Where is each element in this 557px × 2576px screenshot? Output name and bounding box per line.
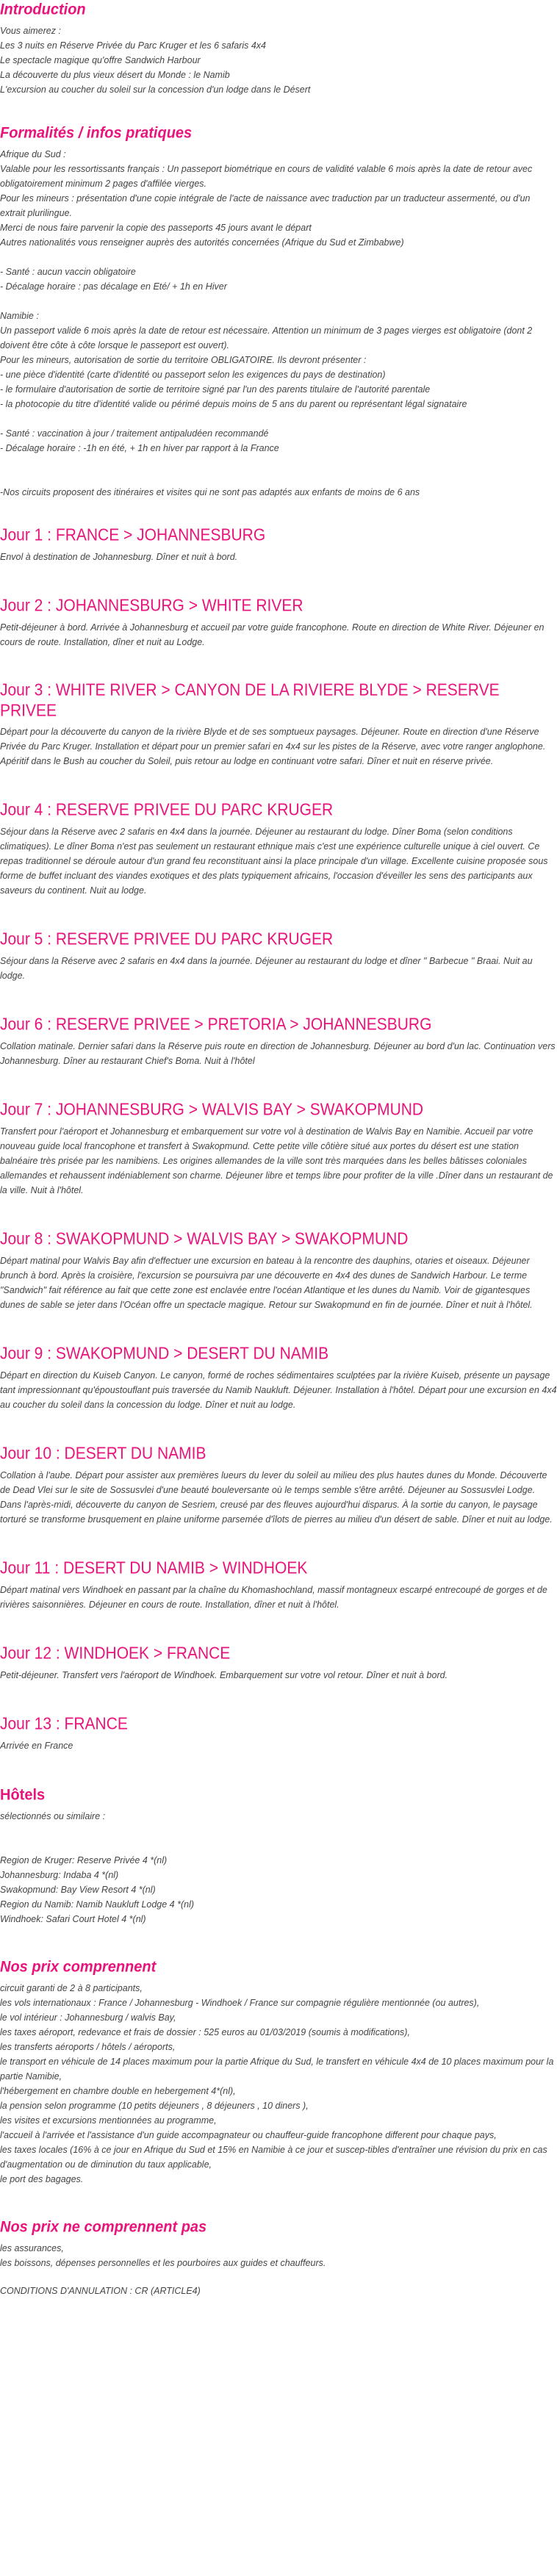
intro-line: Vous aimerez :	[0, 26, 61, 36]
day-section	[0, 597, 557, 650]
prix-line: les taxes aéroport, redevance et frais de dossier : 525 euros au 01/03/2019 (soumis à modifications),	[0, 2027, 410, 2037]
hotels-title: Hôtels	[0, 1786, 46, 1804]
day-title: Jour 3 : WHITE RIVER > CANYON DE LA RIVIERE BLYDE > RESERVE PRIVEE	[0, 681, 500, 720]
day-text: Départ en direction du Kuiseb Canyon. Le canyon, formé de roches sédimentaires sculptées par la rivière Kuiseb, présente un paysage tant impressionnant qu'époustouflant puis traversée du Namib Naukluft. Déjeuner. Installation à l'hôtel. Départ pour une excursion en 4x4 au coucher du soleil dans la concession du lodge. Dîner et nuit au lodge.	[0, 1370, 557, 1410]
day-text: Arrivée en France	[0, 1741, 73, 1751]
formalites-line: Autres nationalités vous renseigner auprès des autorités concernées (Afrique du Sud et Zimbabwe)	[0, 237, 404, 248]
formalites-line: - une pièce d'identité (carte d'identité ou passeport selon les exigences du pays de destination)	[0, 370, 386, 380]
intro-line: Le spectacle magique qu'offre Sandwich Harbour	[0, 55, 201, 65]
formalites-line: Afrique du Sud :	[0, 149, 66, 159]
formalites-line: Merci de nous faire parvenir la copie des passeports 45 jours avant le départ	[0, 223, 312, 233]
prix-line: circuit garanti de 2 à 8 participants,	[0, 1983, 143, 1993]
formalites-line: Un passeport valide 6 mois après la date de retour est nécessaire. Attention un minimum de 3 pages vierges est obligatoire (dont 2 doivent être côte à côte lorsque le passeport est ouvert).	[0, 325, 533, 350]
hotel-line: Region de Kruger: Reserve Privée 4 *(nl)	[0, 1855, 168, 1866]
formalites-line: - Santé : vaccination à jour / traitement antipaludéen recommandé	[0, 428, 269, 439]
day-title: Jour 2 : JOHANNESBURG > WHITE RIVER	[0, 597, 303, 615]
day-text: Séjour dans la Réserve avec 2 safaris en 4x4 dans la journée. Déjeuner au restaurant du lodge et dîner " Barbecue " Braai. Nuit au lodge.	[0, 956, 533, 981]
prix-ne-comprennent-section	[0, 2217, 557, 2298]
prix-line: le vol intérieur : Johannesburg / walvis Bay,	[0, 2012, 176, 2023]
formalites-namibia	[0, 309, 557, 411]
day-text: Petit-déjeuner. Transfert vers l'aéroport de Windhoek. Embarquement sur votre vol retour. Dîner et nuit à bord.	[0, 1670, 448, 1680]
day-title: Jour 9 : SWAKOPMUND > DESERT DU NAMIB	[0, 1345, 329, 1363]
day-section	[0, 801, 557, 898]
day-title: Jour 7 : JOHANNESBURG > WALVIS BAY > SWAKOPMUND	[0, 1101, 424, 1119]
prix-line: les taxes locales (16% à ce jour en Afrique du Sud et 15% en Namibie à ce jour et suscep-tibles d'entraîner une révision du prix en cas d'augmentation ou de diminution du taux applicable,	[0, 2145, 547, 2170]
formalites-line: - Santé : aucun vaccin obligatoire	[0, 267, 136, 277]
prix-exclu-line: les assurances,	[0, 2243, 64, 2253]
day-section	[0, 1230, 557, 1312]
prix-line: les vols internationaux : France / Johannesburg - Windhoek / France sur compagnie régulière mentionnée (ou autres),	[0, 1998, 480, 2008]
day-title: Jour 11 : DESERT DU NAMIB > WINDHOEK	[0, 1559, 308, 1577]
day-section	[0, 1715, 557, 1753]
day-title: Jour 5 : RESERVE PRIVEE DU PARC KRUGER	[0, 930, 334, 949]
intro-line: La découverte du plus vieux désert du Monde : le Namib	[0, 70, 230, 80]
day-section	[0, 1559, 557, 1612]
day-text: Départ matinal vers Windhoek en passant par la chaîne du Khomashochland, massif montagneux escarpé entrecoupé de gorges et de rivières saisonnières. Déjeuner en cours de route. Installation, dîner et nuit à l'hôtel.	[0, 1585, 547, 1610]
hotels-section	[0, 1785, 557, 1926]
day-section	[0, 1345, 557, 1412]
prix-line: les transferts aéroports / hôtels / aéroports,	[0, 2042, 176, 2052]
formalites-south-africa-health	[0, 265, 557, 294]
hotel-line: Johannesburg: Indaba 4 *(nl)	[0, 1870, 119, 1880]
day-text: Petit-déjeuner à bord. Arrivée à Johannesburg et accueil par votre guide francophone. Route en direction de White River. Déjeuner en cours de route. Installation, dîner et nuit au Lodge.	[0, 622, 545, 647]
cancellation-conditions: CONDITIONS D'ANNULATION : CR (ARTICLE4)	[0, 2286, 201, 2296]
formalites-namibia-health	[0, 426, 557, 456]
formalites-line: Namibie :	[0, 311, 39, 321]
formalites-line: - le formulaire d'autorisation de sortie de territoire signé par l'un des parents titulaire de l'autorité parentale	[0, 384, 431, 395]
formalites-line: - Décalage horaire : -1h en été, + 1h en hiver par rapport à la France	[0, 443, 279, 453]
day-section	[0, 930, 557, 983]
prix-ne-comprennent-title: Nos prix ne comprennent pas	[0, 2218, 207, 2236]
formalites-line: - la photocopie du titre d'identité valide ou périmé depuis moins de 5 ans du parent ou représentant légal signataire	[0, 399, 467, 409]
day-text: Collation matinale. Dernier safari dans la Réserve puis route en direction de Johannesburg. Déjeuner au bord d'un lac. Continuation vers Johannesburg. Dîner au restaurant Chief's Boma. Nuit à l'hôtel	[0, 1041, 556, 1066]
hotel-line: Swakopmund: Bay View Resort 4 *(nl)	[0, 1885, 156, 1895]
prix-line: le port des bagages.	[0, 2174, 84, 2184]
day-section	[0, 1444, 557, 1527]
day-text: Départ pour la découverte du canyon de la rivière Blyde et de ses somptueux paysages. Déjeuner. Route en direction d'une Réserve Privée du Parc Kruger. Installation et départ pour un premier safari en 4x4 sur les pistes de la Réserve, avec votre ranger anglophone. Apéritif dans le Bush au coucher du Soleil, puis retour au lodge en continuant votre safari. Dîner et nuit en réserve privée.	[0, 727, 546, 766]
day-section	[0, 1101, 557, 1198]
prix-comprennent-title: Nos prix comprennent	[0, 1958, 157, 1976]
hotel-line: Windhoek: Safari Court Hotel 4 *(nl)	[0, 1914, 146, 1924]
prix-comprennent-section	[0, 1957, 557, 2187]
day-title: Jour 10 : DESERT DU NAMIB	[0, 1444, 206, 1463]
prix-line: l'hébergement en chambre double en hebergement 4*(nl),	[0, 2086, 236, 2096]
formalites-line: Pour les mineurs, autorisation de sortie du territoire OBLIGATOIRE. Ils devront présenter :	[0, 355, 367, 365]
prix-exclu-line: les boissons, dépenses personnelles et les pourboires aux guides et chauffeurs.	[0, 2258, 326, 2268]
introduction-title: Introduction	[0, 1, 86, 18]
intro-line: L'excursion au coucher du soleil sur la concession d'un lodge dans le Désert	[0, 84, 311, 95]
prix-line: les visites et excursions mentionnées au programme,	[0, 2115, 217, 2126]
day-text: Collation à l'aube. Départ pour assister aux premières lueurs du lever du soleil au milieu des plus hautes dunes du Monde. Découverte de Dead Vlei sur le site de Sossusvlei d'une beauté bouleversante où le temps semble s'être arrêté. Déjeuner au Sossusvlei Lodge. Dans l'après-midi, découverte du canyon de Sesriem, creusé par des fleuves aujourd'hui disparus. À la sortie du canyon, le paysage torturé se transforme brusquement en plaine uniforme parsemée d'îlots de pierres au milieu d'un désert de sable. Dîner et nuit au lodge.	[0, 1470, 553, 1525]
day-title: Jour 8 : SWAKOPMUND > WALVIS BAY > SWAKOPMUND	[0, 1230, 409, 1248]
day-section	[0, 1015, 557, 1068]
intro-line: Les 3 nuits en Réserve Privée du Parc Kruger et les 6 safaris 4x4	[0, 40, 266, 51]
introduction-section	[0, 0, 557, 97]
day-section	[0, 682, 557, 769]
day-title: Jour 13 : FRANCE	[0, 1715, 128, 1733]
prix-line: le transport en véhicule de 14 places maximum pour la partie Afrique du Sud, le transfert en véhicule 4x4 de 10 places maximum pour la partie Namibie,	[0, 2057, 554, 2082]
prix-line: l'accueil à l'arrivée et l'assistance d'un guide accompagnateur ou chauffeur-guide francophone different pour chaque pays,	[0, 2130, 497, 2140]
formalites-line: -Nos circuits proposent des itinéraires et visites qui ne sont pas adaptés aux enfants de moins de 6 ans	[0, 487, 420, 497]
day-section	[0, 1644, 557, 1683]
day-text: Départ matinal pour Walvis Bay afin d'effectuer une excursion en bateau à la rencontre des dauphins, otaries et oiseaux. Déjeuner brunch à bord. Après la croisière, l'excursion se poursuivra par une découverte en 4x4 des dunes de Sandwich Harbour. Le terme "Sandwich" fait référence au fait que cette zone est enclavée entre l'océan Atlantique et les dunes du Namib. Voir de gigantesques dunes de sable se jeter dans l'Océan offre un spectacle magique. Retour sur Swakopmund en fin de journée. Dîner et nuit à l'hôtel.	[0, 1256, 533, 1310]
formalites-section	[0, 123, 557, 500]
day-text: Transfert pour l'aéroport et Johannesburg et embarquement sur votre vol à destination de Walvis Bay en Namibie. Accueil par votre nouveau guide local francophone et transfert à Swakopmund. Cette petite ville côtière situé aux portes du désert est une station balnéaire très prisée par les namibiens. Les origines allemandes de la ville sont très marquées dans les belles bâtisses coloniales allemandes et rehaussent indéniablement son charme. Déjeuner libre et temps libre pour profiter de la ville .Dîner dans un restaurant de la ville. Nuit à l'hôtel.	[0, 1126, 553, 1195]
day-title: Jour 12 : WINDHOEK > FRANCE	[0, 1644, 231, 1663]
day-title: Jour 6 : RESERVE PRIVEE > PRETORIA > JOHANNESBURG	[0, 1015, 432, 1034]
day-text: Séjour dans la Réserve avec 2 safaris en 4x4 dans la journée. Déjeuner au restaurant du lodge. Dîner Boma (selon conditions climatiques). Le dîner Boma n'est pas seulement un restaurant ethnique mais c'est une expérience culturelle unique à ciel ouvert. Ce repas traditionnel se déroule autour d'un grand feu reconstituant ainsi la place principale d'un village. Excellente cuisine proposée sous forme de buffet incluant des viandes exotiques et des plats typiquement africains, l'occasion d'éveiller les sens des participants aux saveurs du continent. Nuit au lodge.	[0, 827, 548, 896]
formalites-title: Formalités / infos pratiques	[0, 124, 193, 142]
formalites-south-africa	[0, 147, 557, 250]
formalites-children-note	[0, 485, 557, 500]
hotel-line: Region du Namib: Namib Naukluft Lodge 4 *(nl)	[0, 1899, 195, 1910]
day-title: Jour 4 : RESERVE PRIVEE DU PARC KRUGER	[0, 801, 334, 819]
day-text: Envol à destination de Johannesburg. Dîner et nuit à bord.	[0, 552, 238, 562]
formalites-line: Pour les mineurs : présentation d'une copie intégrale de l'acte de naissance avec traduction par un traducteur assermenté, ou d'un extrait plurilingue.	[0, 193, 531, 218]
day-section	[0, 526, 557, 564]
formalites-line: Valable pour les ressortissants français : Un passeport biométrique en cours de validité valable 6 mois après la date de retour avec obligatoirement minimum 2 pages d'affilée vierges.	[0, 164, 533, 189]
formalites-line: - Décalage horaire : pas décalage en Eté/ + 1h en Hiver	[0, 281, 227, 292]
day-title: Jour 1 : FRANCE > JOHANNESBURG	[0, 526, 266, 544]
prix-line: la pension selon programme (10 petits déjeuners , 8 déjeuners , 10 diners ),	[0, 2101, 309, 2111]
hotels-intro: sélectionnés ou similaire :	[0, 1811, 106, 1821]
